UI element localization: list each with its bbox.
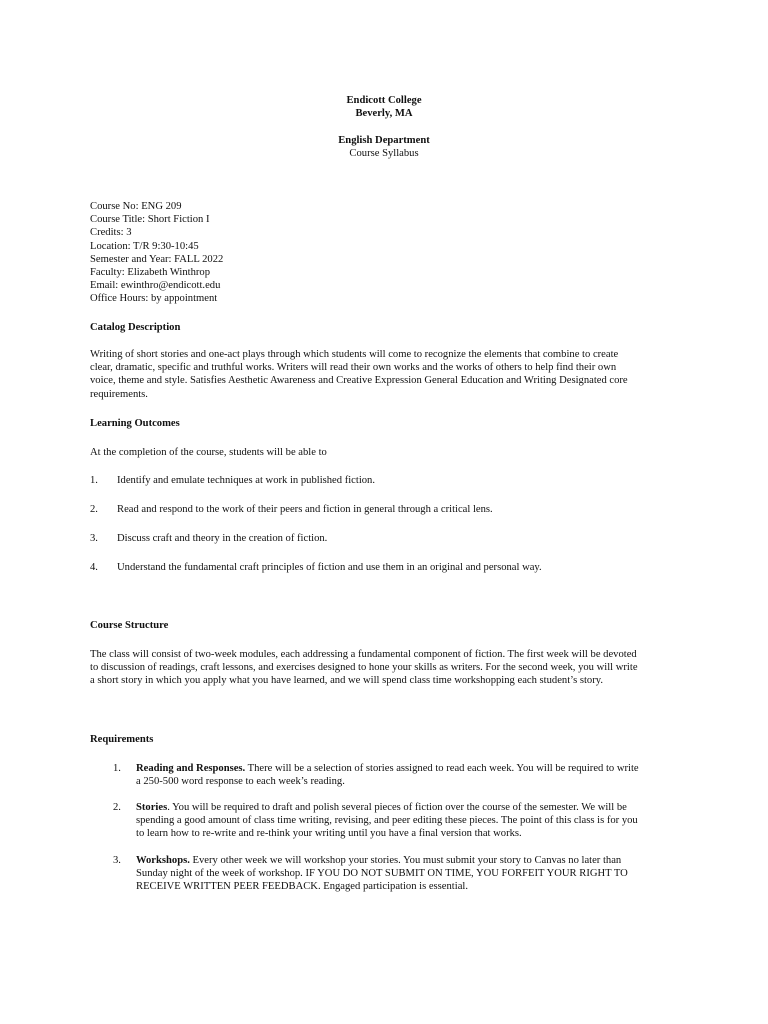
- course-faculty: Faculty: Elizabeth Winthrop: [90, 267, 211, 279]
- requirement-number: 3.: [113, 855, 121, 866]
- catalog-line: voice, theme and style. Satisfies Aesthetic Awareness and Creative Expression General Education and Writing Designated core: [90, 375, 628, 387]
- requirement-title: Reading and Responses.: [136, 763, 246, 774]
- requirement-line: There will be a selection of stories assigned to read each week. You will be required to write: [245, 763, 639, 774]
- requirement-line: Every other week we will workshop your stories. You must submit your story to Canvas no later than: [189, 855, 622, 866]
- course-location: Location: T/R 9:30-10:45: [90, 240, 199, 252]
- requirement-title: Workshops.: [136, 855, 190, 866]
- outcomes-intro: At the completion of the course, students will be able to: [90, 447, 327, 458]
- requirement-number: 1.: [113, 763, 121, 774]
- catalog-heading: Catalog Description: [90, 322, 181, 333]
- structure-line: The class will consist of two-week modules, each addressing a fundamental component of fiction. The first week will be devoted: [90, 649, 637, 660]
- requirement-line: . You will be required to draft and polish several pieces of fiction over the course of the semester. We will be: [167, 802, 627, 813]
- course-credits: Credits: 3: [90, 227, 132, 239]
- course-semester: Semester and Year: FALL 2022: [90, 253, 224, 265]
- outcome-number: 3.: [90, 533, 98, 544]
- structure-line: to discussion of readings, craft lessons, and exercises designed to hone your skills as writers. For the second week, you will write: [90, 662, 638, 674]
- requirement-text: [136, 801, 691, 841]
- structure-description: [90, 648, 690, 688]
- catalog-description: [90, 348, 690, 401]
- structure-heading: Course Structure: [90, 620, 169, 631]
- requirement-line: RECEIVE WRITTEN PEER FEEDBACK. Engaged participation is essential.: [136, 881, 468, 893]
- requirement-line: a 250-500 word response to each week’s reading.: [136, 776, 345, 788]
- outcome-number: 4.: [90, 562, 98, 573]
- outcome-text: Discuss craft and theory in the creation of fiction.: [117, 533, 328, 544]
- course-number: Course No: ENG 209: [90, 201, 182, 212]
- requirement-title: Stories: [136, 802, 168, 813]
- course-info-block: [90, 200, 690, 306]
- catalog-line: requirements.: [90, 388, 148, 400]
- outcome-text: Understand the fundamental craft principles of fiction and use them in an original and personal way.: [117, 562, 542, 573]
- requirement-line: to learn how to re-write and re-think your writing until you have a final version that works.: [136, 828, 522, 840]
- college-name: Endicott College: [346, 95, 422, 106]
- document-type: Course Syllabus: [349, 148, 419, 159]
- requirement-text: [136, 762, 691, 788]
- college-location: Beverly, MA: [355, 108, 413, 119]
- requirement-text: [136, 854, 691, 894]
- requirement-line: Sunday night of the week of workshop. IF YOU DO NOT SUBMIT ON TIME, YOU FORFEIT YOUR RIGHT TO: [136, 868, 628, 880]
- outcome-number: 1.: [90, 475, 98, 486]
- outcome-number: 2.: [90, 504, 98, 515]
- outcome-text: Read and respond to the work of their peers and fiction in general through a critical lens.: [117, 504, 493, 515]
- outcomes-heading: Learning Outcomes: [90, 418, 180, 429]
- department-name: English Department: [338, 135, 430, 146]
- requirement-number: 2.: [113, 802, 121, 813]
- course-office-hours: Office Hours: by appointment: [90, 293, 218, 305]
- catalog-line: Writing of short stories and one-act plays through which students will come to recognize the elements that combine to create: [90, 349, 619, 360]
- course-email: Email: ewinthro@endicott.edu: [90, 280, 221, 292]
- outcome-text: Identify and emulate techniques at work in published fiction.: [117, 475, 376, 486]
- catalog-line: clear, dramatic, specific and truthful works. Writers will read their own works and the works of others to help find their own: [90, 362, 617, 374]
- course-title: Course Title: Short Fiction I: [90, 214, 210, 226]
- structure-line: a short story in which you apply what you have learned, and we will spend class time workshopping each student’s story.: [90, 675, 604, 687]
- requirements-heading: Requirements: [90, 734, 154, 745]
- requirement-line: spending a good amount of class time writing, revising, and peer editing these pieces. The point of this class is for you: [136, 815, 638, 827]
